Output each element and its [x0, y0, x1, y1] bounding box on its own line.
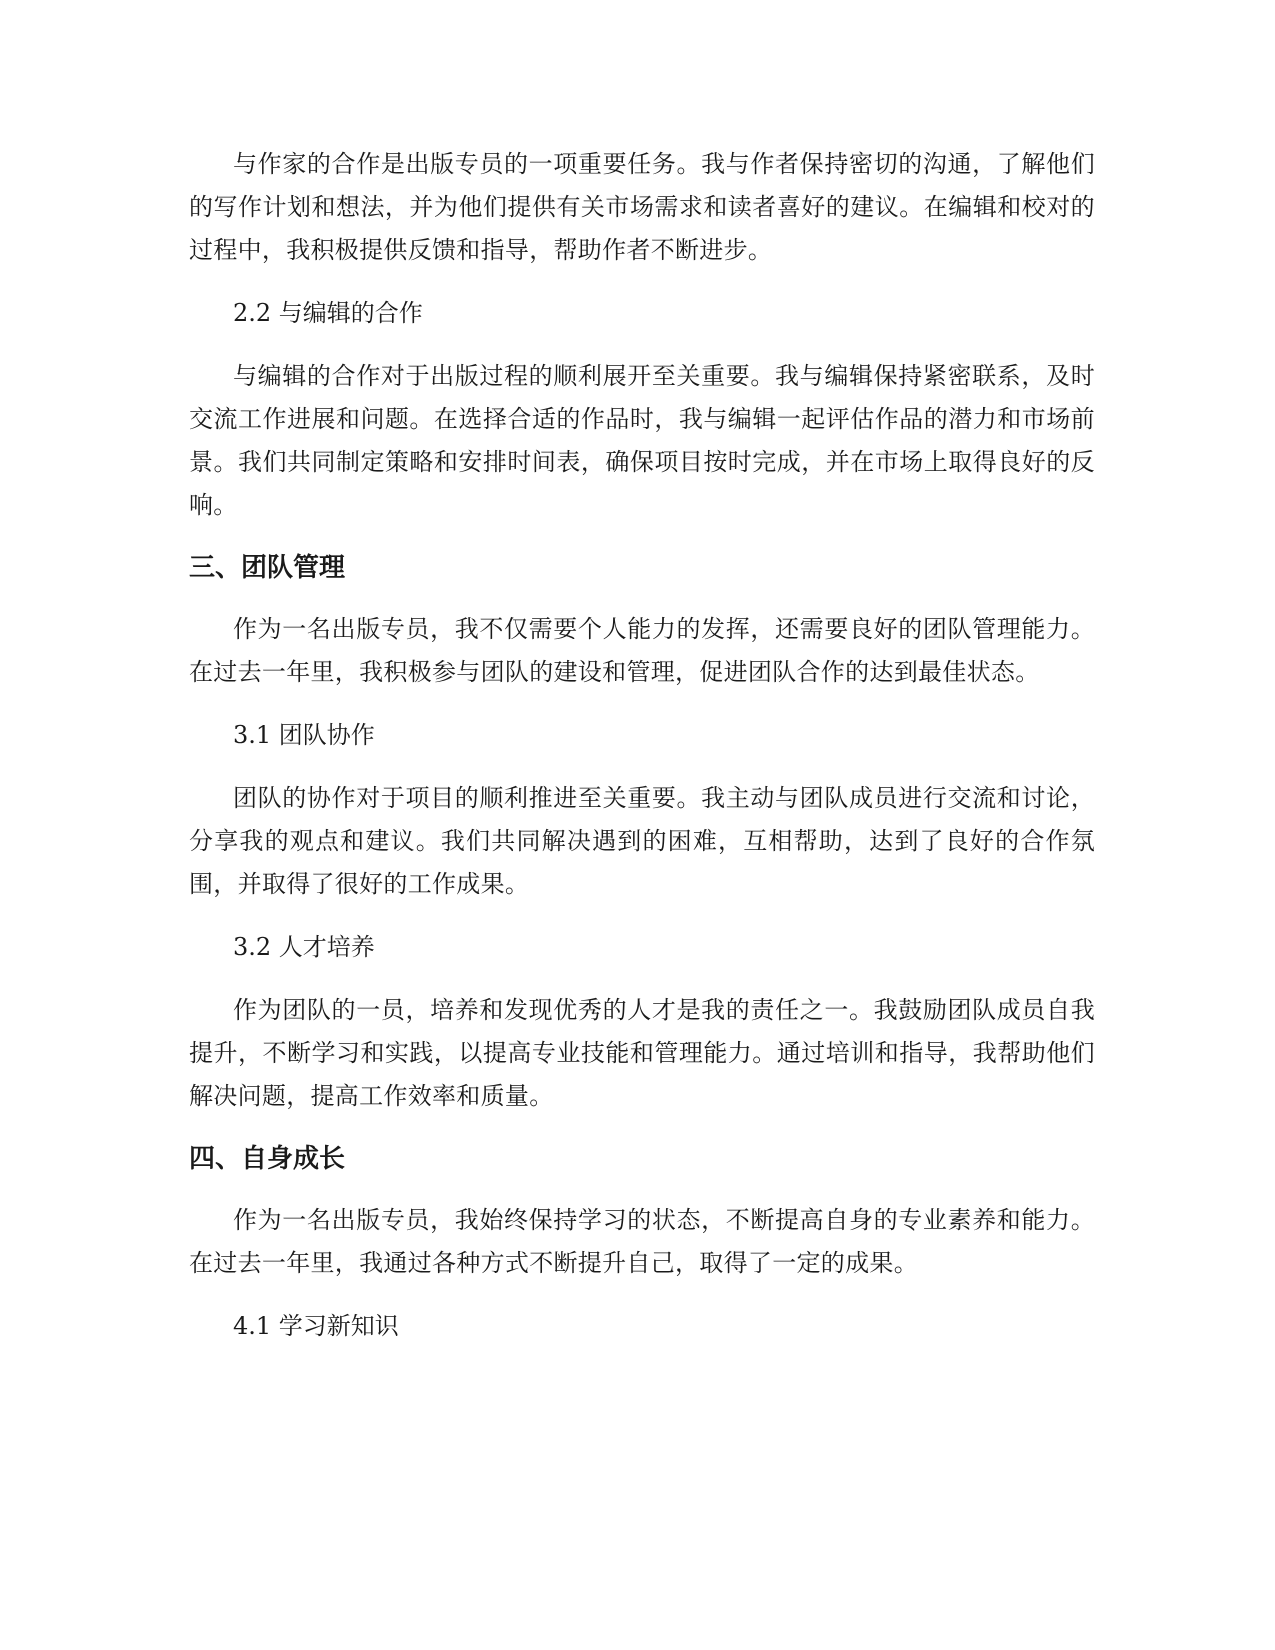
paragraph-author-cooperation: 与作家的合作是出版专员的一项重要任务。我与作者保持密切的沟通，了解他们的写作计划和想法，并为他们提供有关市场需求和读者喜好的建议。在编辑和校对的过程中，我积极提供反馈和指导，帮助作者不断进步。: [189, 150, 1095, 264]
paragraph-talent-development: 作为团队的一员，培养和发现优秀的人才是我的责任之一。我鼓励团队成员自我提升，不断学习和实践，以提高专业技能和管理能力。通过培训和指导，我帮助他们解决问题，提高工作效率和质量。: [189, 996, 1095, 1110]
subheading-4-1: 4.1 学习新知识: [233, 1312, 399, 1340]
paragraph-editor-cooperation: 与编辑的合作对于出版过程的顺利展开至关重要。我与编辑保持紧密联系，及时交流工作进展和问题。在选择合适的作品时，我与编辑一起评估作品的潜力和市场前景。我们共同制定策略和安排时间表，确保项目按时完成，并在市场上取得良好的反响。: [189, 362, 1095, 519]
section-heading-team-management: 三、团队管理: [189, 553, 346, 583]
paragraph-team-collaboration: 团队的协作对于项目的顺利推进至关重要。我主动与团队成员进行交流和讨论，分享我的观点和建议。我们共同解决遇到的困难，互相帮助，达到了良好的合作氛围，并取得了很好的工作成果。: [189, 784, 1095, 898]
paragraph-team-management-intro: 作为一名出版专员，我不仅需要个人能力的发挥，还需要良好的团队管理能力。在过去一年里，我积极参与团队的建设和管理，促进团队合作的达到最佳状态。: [189, 615, 1095, 686]
section-heading-self-growth: 四、自身成长: [189, 1144, 346, 1174]
paragraph-self-growth-intro: 作为一名出版专员，我始终保持学习的状态，不断提高自身的专业素养和能力。在过去一年里，我通过各种方式不断提升自己，取得了一定的成果。: [189, 1206, 1095, 1277]
subheading-2-2: 2.2 与编辑的合作: [233, 299, 423, 327]
subheading-3-1: 3.1 团队协作: [233, 721, 375, 749]
subheading-3-2: 3.2 人才培养: [233, 933, 375, 961]
document-body: [189, 143, 1095, 1368]
